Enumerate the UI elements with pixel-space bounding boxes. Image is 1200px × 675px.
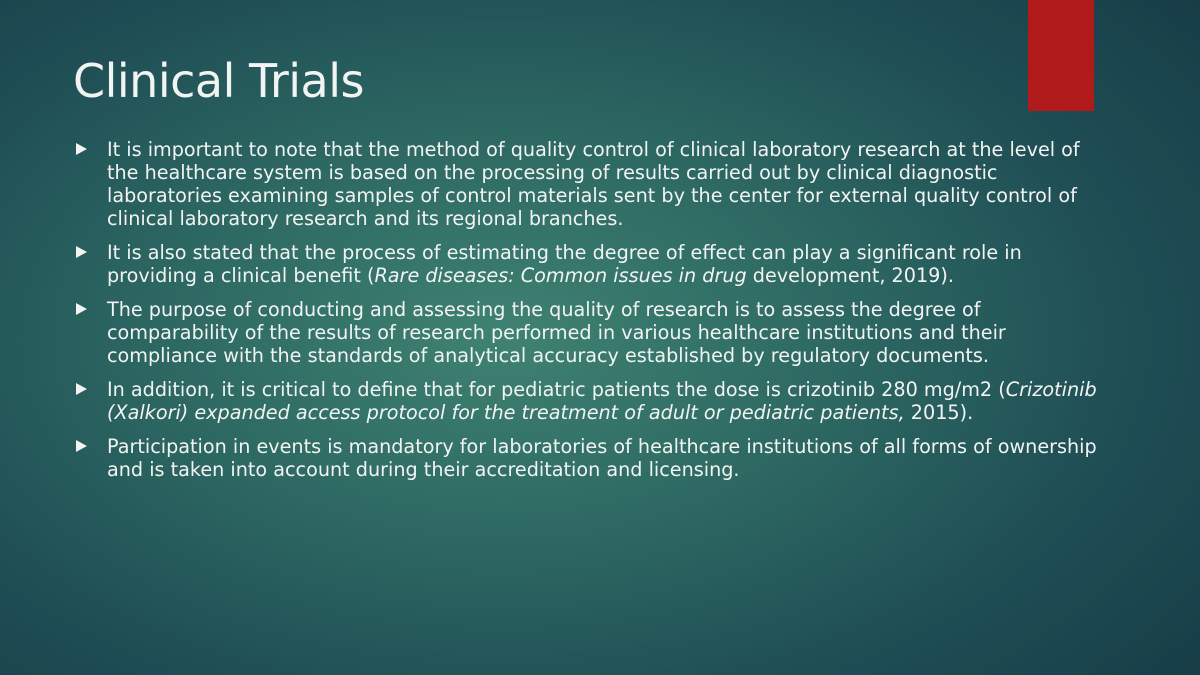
accent-bar bbox=[1028, 0, 1094, 111]
bullet-citation: Crizotinib (Xalkori) expanded access protocol for the treatment of adult or pediatric patients, bbox=[107, 378, 1097, 424]
bullet-item bbox=[76, 138, 1106, 230]
triangle-right-icon bbox=[76, 383, 87, 395]
bullet-item bbox=[76, 298, 1106, 367]
triangle-right-icon bbox=[76, 440, 87, 452]
bullet-text: 2015). bbox=[904, 401, 974, 424]
bullet-text: In addition, it is critical to define that for pediatric patients the dose is crizotinib 280 mg/m2 ( bbox=[107, 378, 1006, 401]
triangle-right-icon bbox=[76, 246, 87, 258]
bullet-text: development, 2019). bbox=[746, 264, 954, 287]
bullet-text: Participation in events is mandatory for laboratories of healthcare institutions of all forms of ownership and is taken into account during their accreditation and licensing. bbox=[107, 435, 1097, 481]
bullet-text: It is also stated that the process of estimating the degree of effect can play a significant role in providing a clinical benefit ( bbox=[107, 241, 1022, 287]
bullet-citation: Rare diseases: Common issues in drug bbox=[374, 264, 747, 287]
bullet-text: The purpose of conducting and assessing the quality of research is to assess the degree of comparability of the results of research performed in various healthcare institutions and their compliance with the standards of analytical accuracy established by regulatory documents. bbox=[107, 298, 1006, 367]
bullet-item bbox=[76, 241, 1106, 287]
bullet-list bbox=[76, 138, 1106, 492]
slide-title: Clinical Trials bbox=[73, 54, 364, 108]
bullet-item bbox=[76, 378, 1106, 424]
bullet-text: It is important to note that the method of quality control of clinical laboratory research at the level of the healthcare system is based on the processing of results carried out by clinical diagnostic laboratories examining samples of control materials sent by the center for external quality control of clinical laboratory research and its regional branches. bbox=[107, 138, 1080, 230]
triangle-right-icon bbox=[76, 303, 87, 315]
bullet-item bbox=[76, 435, 1106, 481]
triangle-right-icon bbox=[76, 143, 87, 155]
